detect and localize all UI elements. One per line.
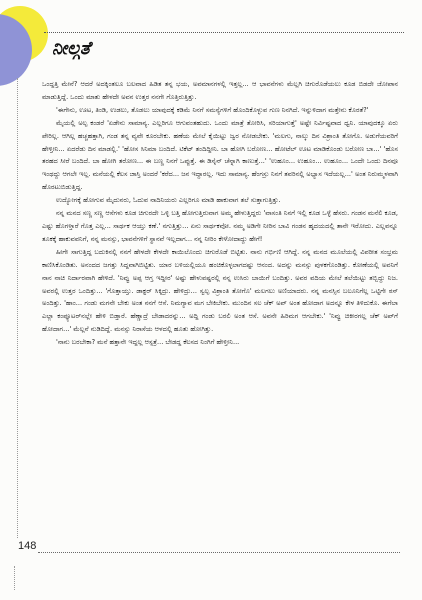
paragraph: ನನ್ನ ಮನದ ಸಣ್ಣ ಸಣ್ಣ ಆಸೆಗಳು ಕೂಡ ಚಿಗುರದೇ ಒಳ್ಳಿ ಬತ್ತಿ ಹೋಗುತ್ತಿರುವಾಗ ಅಮ್ಮ ಹೇಳುತ್ತಿದ್ದರು 'ವಾಸಂತಿ ನಿನಗೆ ಇಲ್ಲಿ ಕೂಡ ಒಳ್ಳೆ ಹೆಸರು. ಗಂಡನ ಮನೆಲಿ ಕೂಡ, ಎಷ್ಟು ಹೊಗಳ್ತಾರೆ ಗೊತ್ತ ಎಲ್ಲ... ಸಾರ್ಥಕ ಆಯ್ತು ಕಣೆ.' ನಗುತ್ತಿತ್ತು... ಏನು ಸಾರ್ಥಕವೋ. ನಮ್ಮ ಅಡಿಗೇ ನೀರಿನ ಬಾವಿ ಗಂಡನ ಹೃದಯದಲ್ಲಿ ತಾನೇ ಇರೋದು. ಎಲ್ಲವನ್ನೂ ತೂಕಕ್ಕೆ ಹಾಕುವವನಿಗೆ, ನನ್ನ ಮನಸ್ಸು, ಭಾವನೆಗಳಿಗೆ ಸ್ಥಾನವೆ ಇಲ್ಲದಾಗ... ನನ್ನ ನೀರಿಂ ಕೇಳೋದಾದ್ದು ಹೇಗೆ! bbox=[42, 209, 398, 243]
paragraph: ಉದ್ಯೋಗಕ್ಕೆ ಹೋಗುವ ಮೈದುನರು, ಓದುವ ನಾದಿನಿಯರು ಎಲ್ಲರಿಗೂ ಮಾಡಿ ಹಾಕುವಾಗ ತಲೆ ಸುತ್ತಾಗುತ್ತಿತ್ತು. bbox=[56, 196, 281, 205]
paragraph: 'ನಾನು ಬರಬೇಕಾ? ಮನೆ ಹತ್ತಾನೇ ಇದ್ದಲ್ಲ ಆಸ್ಪತ್ರೆ... ಬೇಡದ್ದ ಕೆಲಸದ ನಿಂಗಿಗೆ ಹೇಳ್ತೀನಿ... bbox=[56, 338, 240, 347]
paragraph: ಮೈಯಲ್ಲಿ ಅಲ್ಪ ಕಂಡರೆ 'ಏಡೇನು ಸಾಮಾನ್ಯ. ಎಲ್ಲರಿಗೂ ಆಗುವಂತಹುದು. ಒಂದು ಮಾತ್ರೆ ತೋರಿಸಿ, ಸರಿಯಾಗುತ್ತೆ' ಅಷ್ಟೇ ನಿರ್ವಿಷ್ಟವಾದ ಧ್ವನಿ. ಯಾವುದಕ್ಕೂ ಏರು ಪೇರಿಲ್ಲ. ಆಗಿಲ್ಲ ಹಚ್ಚಹತ್ತಾಗಿ, ಗಂಡ ತನ್ನ ವ್ಯವೇ ಕೂರಬೇಕು. ಹಣೆಯ ಮೇಲೆ ಕೈಯಿಟ್ಟು ಜ್ವರ ನೋಡಬೇಕು. 'ಮಲಗು, ನಾಲ್ಕು ದಿನ ವಿಶ್ರಾಂತಿ ತೋಗೊ. ಅಡುಗೆಯವರಿಗೆ ಹೇಳ್ತೀನಿ... ಏದರೆಡು ದಿನ ಮಾಡಲ್ಲಿ.' 'ಹೋಸ ಸಿನಿಮಾ ಬಂದಿದೆ. ಟಿಕೆಟ್ ತಂದಿದ್ದೀನಿ. ಬಾ ಹೋಗಿ ಬರೋಣ... ಹೋಟೆಲ್ ಊಟ ಮಾಡಿಕೊಂಡು ಬರೋಣ ಬಾ...' 'ಹೊಸ ತರಹದ ಸೀರೆ ಬಂದಿದೆ. ಬಾ ಹೋಗಿ ತರೋಣ... ಈ ಬಣ್ಣ ನಿನಗೆ ಒಪ್ಪುತ್ತೆ. ಈ ಡಿಸೈನ್ ಚೆನ್ನಾಗಿ ಕಾಣುತ್ತೆ...' 'ಉಹೂಂ... ಉಹೂಂ... ಉಹೂಂ... ಒಂದೇ ಒಂದು ದಿನವೂ ಇಂಥದ್ದು ಆಗಲೇ ಇಲ್ಲ. ಮನೆಯಲ್ಲಿ ಕೆಲಸ ಜಾಸ್ತಿ ಅಂದರೆ 'ಕರೆದ... ಜನ ಇದ್ದಾರಲ್ಲ. ಇದು ಸಾಮಾನ್ಯ. ಹೆಂಗಸ್ರು ನಿನಗೆ ತವರಿನಲ್ಲಿ ಅಭ್ಯಾಸ ಇದೆಯಲ್ಲ...' ಅಂತ ನಿರುಮ್ಮಳವಾಗಿ ಹೊರಟುಬಿಡುತ್ತಿದ್ದ. bbox=[42, 118, 398, 192]
paragraph: ಒಂದ್ದತ್ತಿ ಮೇನೆ? ಆದರೆ ಅದಕ್ಕಿಂತಲೂ ಬಲವಾದ ಹಿಡಿತ ತನ್ನ ಭಯ, ಅವಮಾನಗಳಲ್ಲಿ ಇತ್ತಲ್ಲ... ಆ ಭಾವನೆಗಳು ಮೆಲ್ಲಗಿ ಚಿಗುರೊಡೆಯಲು ಕೂಡ ಬಿಡದೇ ಜೋಪಾನ ಮಾಡುತ್ತಿದ್ದೆ. ಒಂದು ಮಾತು ಹೇಳದೇ ಅವನ ಉತ್ತರ ನನಗೇ ಗೊತ್ತಿರುತ್ತಿತ್ತು. bbox=[42, 80, 398, 101]
footer-margin-dots bbox=[14, 566, 35, 590]
footer-dotted-rule bbox=[38, 552, 400, 553]
body-text bbox=[42, 78, 398, 349]
paragraph: ಹೀಗೇ ಸಾಗುತ್ತಿದ್ದ ಬದುಕಿನಲ್ಲಿ ನನಗೆ ಹೇಳದೇ ಕೇಳದೇ ಕಾಯಿಲೊಂದು ಚಿಗುರೊಡೆ ಬಿಟ್ಟಿತು. ನಾನು ಗರ್ಭಿಣಿ ಆಗಿದ್ದೆ. ನನ್ನ ಮನದ ಮೂಲೆಯಲ್ಲಿ ವಿಪರೀತ ಸಂಭ್ರಮ ಕಾಣಿಸಿಕೊಂಡಿತು. ಅನಂದದ ಜಗತ್ತು ಸಿದ್ದವಾಗಿಬಿಟ್ಟಿತು. ಯಾರ ಬಳಿಯಲ್ಲಿಯೂ ಹಂಚಿಕೊಳ್ಳಲಾಗದಷ್ಟು ಆನಂದ. ಅದನ್ನು ಮನಸ್ಸು ಪುಳಕಗೊಂಡಿತ್ತು. ಕೋಣೆಯಲ್ಲಿ ಅವನಿಗೆ ನಾನ ನಾಚಿ ನಿರ್ದಾರವಾಗಿ ಹೇಳಿದೆ. 'ನಿವ್ವು ಅಪ್ಪ ಆಗ್ತ ಇದ್ದೀರ' ಅಷ್ಟು ಹೇಳುವಷ್ಟರಲ್ಲಿ ನನ್ನ ಉಸಿರು ಬಾಯಿಗೆ ಬಂದಿತ್ತು. ಅವರ ವದಿಯ ಮೇಲೆ ತಲೆಯಿಟ್ಟು ತಬ್ಬಿದ್ದು ನಿಜ. ಅವರಲ್ಲಿ ಉತ್ತರ ಒಂದಿತ್ತು... 'ಗೊತ್ತಾಯ್ತು. ಡಾಕ್ಟರ್ ಸಿಕ್ಕಿದ್ರು. ಹೇಳಿದ್ರು... ಸ್ವಲ್ಪ ವಿಶ್ರಾಂತಿ ತೋಗೊ' ಮಲಗಲು ಅಣಿಯಾದರು. ನನ್ನ ಮನಸ್ಸಿನ ಬಲೂನಿಗೆಲ್ಲ ಒಟ್ಟಿಗೇ ಠಸ್ ಅಂದಿತ್ತು. 'ಹಾಂ... ಗಂಡು ಮಗನೇ ಬೇಕು ಅಂತ ನನಗೆ ಆಸೆ. ನಿಮಗ್ಯಾವ ಮಗ ಬೇಕಿಬೇಕು. ಮುಂದಿನ ಸಲ ಚೆಕ್ ಅಪ್ ಅಂತ ಹೋದಾಗ ಅದನ್ನೂ ಕೇಳ ತಿಳಿದುಕೊ. ಈಗೆಲಾ ಎಲ್ಲಾ ಕಂಪ್ಯೂಟರ್‌ನಲ್ಲೇ ಹೇಳಿ ಬಿಡ್ತಾರೆ. ಹೆಣ್ಣಾದ್ರೆ ಬೇಡಾದರನ್ನು... ಅದ್ದಿ ಗಂಡು ಬರಲಿ ಅಂತ ಆಸೆ. ಅವನೇ ಹಿರಿಮಗ ಆಗಬೇಕು.' 'ನಿವ್ವು ಚಿಕೀರಗಲ್ಲ ಚೆಕ್ ಅಪ್‌ಗೆ ಹೋದಾಗ...' ಮೆಲ್ಲನೆ ನುಡಿದಿದ್ದೆ. ಮನಸ್ಸು ನಿರಾಸೆಯ ಆಳದಲ್ಲಿ ಹೂತು ಹೋಗಿತ್ತು. bbox=[42, 247, 399, 334]
margin-dotted-rule bbox=[17, 78, 18, 538]
chapter-title: ನೀಲ್ಗತೆ bbox=[52, 38, 91, 59]
page-number: 148 bbox=[18, 540, 37, 552]
header-dotted-rule bbox=[44, 32, 404, 33]
paragraph: 'ಈಗೇನು, ಊಟ, ತಿಂಡಿ, ಉಡಲು, ತೊಡಲು ಯಾವುದಕ್ಕೆ ಕಡಿಮೆ ನಿನಗೆ ಸಮಸ್ಯೆಗಳಿಗೆ ಹೊಂದಿಕೊಳ್ಳುವ ಗುಣ ನಿನಗಿದೆ. ಇನ್ನುಳಿದಾಗ ಮತ್ತೇನು ಕೊರತೆ?' bbox=[56, 105, 369, 114]
